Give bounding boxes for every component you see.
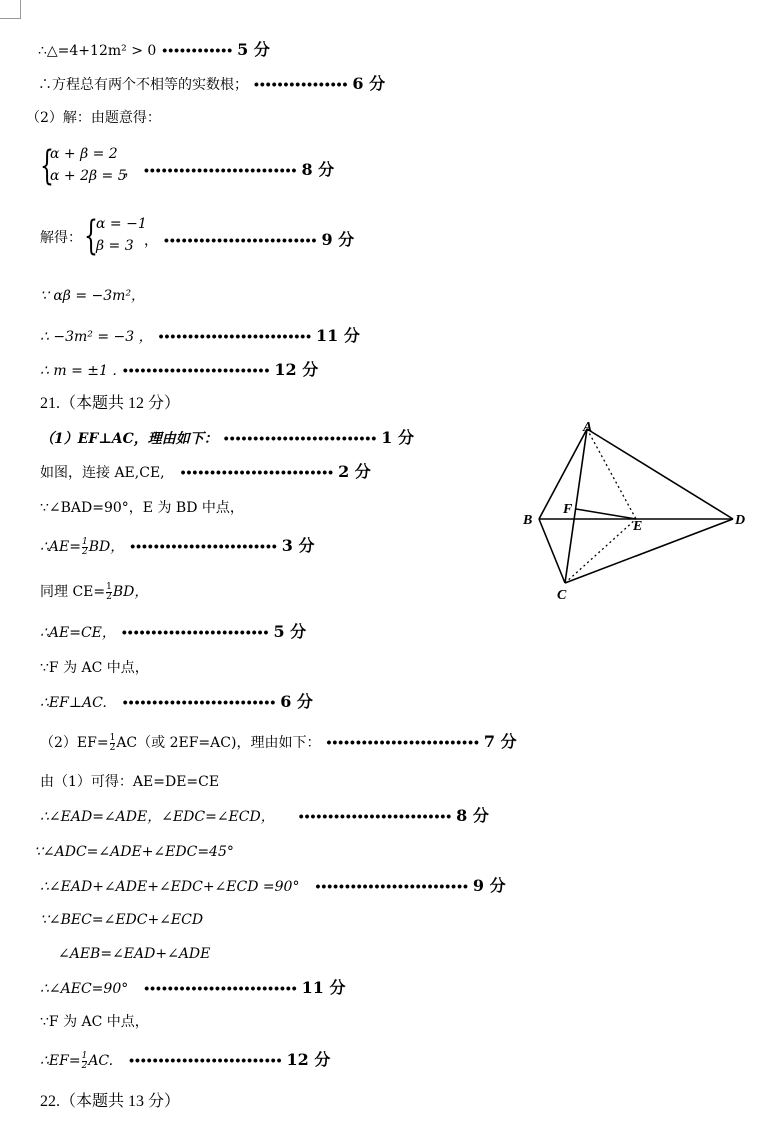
- leader-dots: •••••••••••••••••••••••••: [122, 362, 271, 378]
- label-c: C: [557, 588, 567, 603]
- fraction-numerator: 1: [106, 581, 112, 592]
- leader-dots: ••••••••••••••••••••••••••: [326, 734, 480, 750]
- line-text: 如图，连接 AE,CE,: [40, 465, 165, 481]
- leader-dots: ••••••••••••••••••••••••••: [144, 980, 298, 996]
- segment-cd: [565, 519, 733, 583]
- equation-row: β = 3: [96, 238, 134, 254]
- score-label: 8 分: [301, 160, 335, 179]
- line-equal-angles: [40, 806, 489, 827]
- question-21-heading: [40, 394, 180, 414]
- score-label: 8 分: [456, 806, 489, 825]
- brace-symbol: {: [84, 213, 98, 259]
- score-label: 12 分: [286, 1050, 331, 1069]
- leader-dots: ••••••••••••••••••••••••••: [122, 694, 277, 710]
- system-tail: [124, 157, 334, 180]
- line-midpoint-f: [40, 658, 149, 678]
- line-text: ∴AE=: [40, 539, 81, 555]
- label-e: E: [633, 519, 643, 534]
- line-text: ∵∠BEC=∠EDC+∠ECD: [40, 912, 204, 928]
- line-text: ∴∠EAD=∠ADE，∠EDC=∠ECD，: [40, 809, 275, 825]
- line-ce-half: [40, 582, 148, 602]
- line-text: ∴AE=CE，: [40, 625, 116, 641]
- fraction-numerator: 1: [81, 1050, 88, 1061]
- fraction-numerator: 1: [81, 536, 88, 547]
- fraction-denominator: 2: [106, 591, 112, 602]
- line-text: ∠AEB=∠EAD+∠ADE: [58, 946, 211, 962]
- line-equation: [40, 326, 360, 347]
- line-text: ∴ m = ±1 .: [40, 363, 117, 379]
- tail-text: ，: [144, 233, 158, 249]
- line-text: BD，: [88, 539, 125, 555]
- score-label: 5 分: [273, 622, 307, 641]
- score-label: 11 分: [316, 326, 360, 345]
- line-angle-aec: [40, 978, 346, 999]
- score-label: 11 分: [301, 978, 346, 997]
- fraction: [110, 734, 116, 753]
- line-text: ∴EF=: [40, 1053, 81, 1069]
- line-text: （2）EF=: [40, 735, 109, 751]
- system-tail: [144, 227, 354, 250]
- leader-dots: ••••••••••••••••••••••••••: [180, 464, 335, 480]
- line-q21-part1: [40, 428, 414, 449]
- score-label: 6 分: [280, 692, 313, 711]
- score-label: 9 分: [321, 230, 355, 249]
- leader-dots: ••••••••••••••••••••••••••: [315, 878, 469, 894]
- line-text: ∵∠BAD=90°，E 为 BD 中点，: [40, 500, 244, 516]
- line-roots-conclusion: [38, 74, 385, 95]
- line-text: ∵F 为 AC 中点，: [40, 1014, 149, 1030]
- line-text: 由（1）可得：AE=DE=CE: [40, 774, 220, 790]
- line-ef-half: [40, 1050, 330, 1071]
- question-22-heading: [40, 1092, 180, 1112]
- line-text: ∵F 为 AC 中点，: [40, 660, 149, 676]
- fraction-numerator: 1: [109, 732, 116, 743]
- leader-dots: •••••••••••••••••••••••••: [121, 624, 270, 640]
- heading-text: 22.（本题共 13 分）: [40, 1093, 181, 1110]
- line-ae-half: [40, 536, 314, 557]
- label-a: A: [583, 420, 593, 435]
- solve-prefix: 解得：: [40, 230, 82, 246]
- line-text: （1）EF⊥AC，理由如下：: [40, 431, 218, 447]
- segment-bc: [539, 519, 565, 583]
- line-text: ∴∠AEC=90°: [40, 981, 129, 997]
- score-label: 5 分: [237, 40, 270, 59]
- line-part2-intro: [26, 108, 161, 128]
- line-q21-part2: [40, 732, 517, 753]
- segment-ce-dotted: [565, 519, 636, 583]
- score-label: 1 分: [381, 428, 414, 447]
- line-text: ∴方程总有两个不相等的实数根；: [38, 77, 248, 93]
- line-discriminant: [38, 40, 270, 61]
- tail-text: ，: [124, 163, 138, 179]
- line-product: [40, 286, 145, 306]
- equation-system-2: [40, 213, 420, 260]
- heading-text: 21.（本题共 12 分）: [40, 395, 181, 412]
- line-m-value: [40, 360, 318, 381]
- line-text: ∴△=4+12m² > 0: [38, 43, 157, 59]
- leader-dots: ••••••••••••: [162, 42, 234, 58]
- label-d: D: [735, 513, 746, 528]
- line-text: ∴ −3m² = −3 ，: [40, 329, 153, 345]
- line-text: ∵∠ADC=∠ADE+∠EDC=45°: [34, 844, 234, 860]
- score-label: 6 分: [352, 74, 386, 93]
- score-label: 9 分: [472, 876, 506, 895]
- equation-row: α + β = 2: [50, 146, 118, 162]
- line-text: 同理 CE=: [40, 584, 106, 600]
- line-text: AC.: [88, 1053, 114, 1069]
- leader-dots: •••••••••••••••••••••••••: [130, 538, 278, 554]
- leader-dots: ••••••••••••••••••••••••••: [158, 328, 313, 344]
- fraction: [106, 583, 112, 602]
- line-text: ∴EF⊥AC.: [40, 695, 107, 711]
- segment-ad: [587, 429, 733, 519]
- line-angle-adc: [34, 842, 234, 862]
- line-angle-bec: [40, 910, 203, 930]
- score-label: 7 分: [483, 732, 517, 751]
- fraction-denominator: 2: [109, 742, 116, 753]
- line-ae-ce: [40, 622, 306, 643]
- line-given: [40, 498, 244, 518]
- fraction: [82, 538, 88, 557]
- equation-system-1: [40, 143, 380, 190]
- line-text: ∵ αβ = −3m²，: [40, 288, 146, 304]
- segment-ef: [576, 509, 636, 519]
- line-midpoint-f-2: [40, 1012, 149, 1032]
- line-angle-aeb: [58, 944, 210, 964]
- line-connect: [40, 462, 371, 483]
- segment-ae-dotted: [587, 429, 636, 519]
- leader-dots: ••••••••••••••••••••••••••: [129, 1052, 283, 1068]
- equation-row: α = −1: [96, 216, 147, 232]
- leader-dots: ••••••••••••••••••••••••••: [164, 232, 318, 248]
- equation-row: α + 2β = 5: [50, 168, 127, 184]
- leader-dots: ••••••••••••••••••••••••••: [298, 808, 453, 824]
- score-label: 3 分: [281, 536, 315, 555]
- line-text: BD，: [112, 584, 149, 600]
- geometry-figure: [515, 415, 755, 605]
- label-f: F: [563, 502, 573, 517]
- line-text: （2）解：由题意得：: [26, 110, 161, 126]
- fraction: [82, 1052, 88, 1071]
- line-text: AC（或 2EF=AC)，理由如下：: [116, 735, 321, 751]
- page-corner-mark: [0, 0, 21, 19]
- label-b: B: [523, 513, 533, 528]
- line-equal-segments: [40, 772, 219, 792]
- fraction-denominator: 2: [81, 1060, 88, 1071]
- brace-symbol: {: [40, 143, 54, 189]
- score-label: 2 分: [338, 462, 371, 481]
- score-label: 12 分: [274, 360, 319, 379]
- leader-dots: ••••••••••••••••: [254, 76, 349, 92]
- line-text: ∴∠EAD+∠ADE+∠EDC+∠ECD =90°: [40, 879, 300, 895]
- leader-dots: ••••••••••••••••••••••••••: [144, 162, 298, 178]
- line-ef-perp: [40, 692, 313, 713]
- fraction-denominator: 2: [81, 546, 88, 557]
- leader-dots: ••••••••••••••••••••••••••: [223, 430, 378, 446]
- line-angle-sum: [40, 876, 506, 897]
